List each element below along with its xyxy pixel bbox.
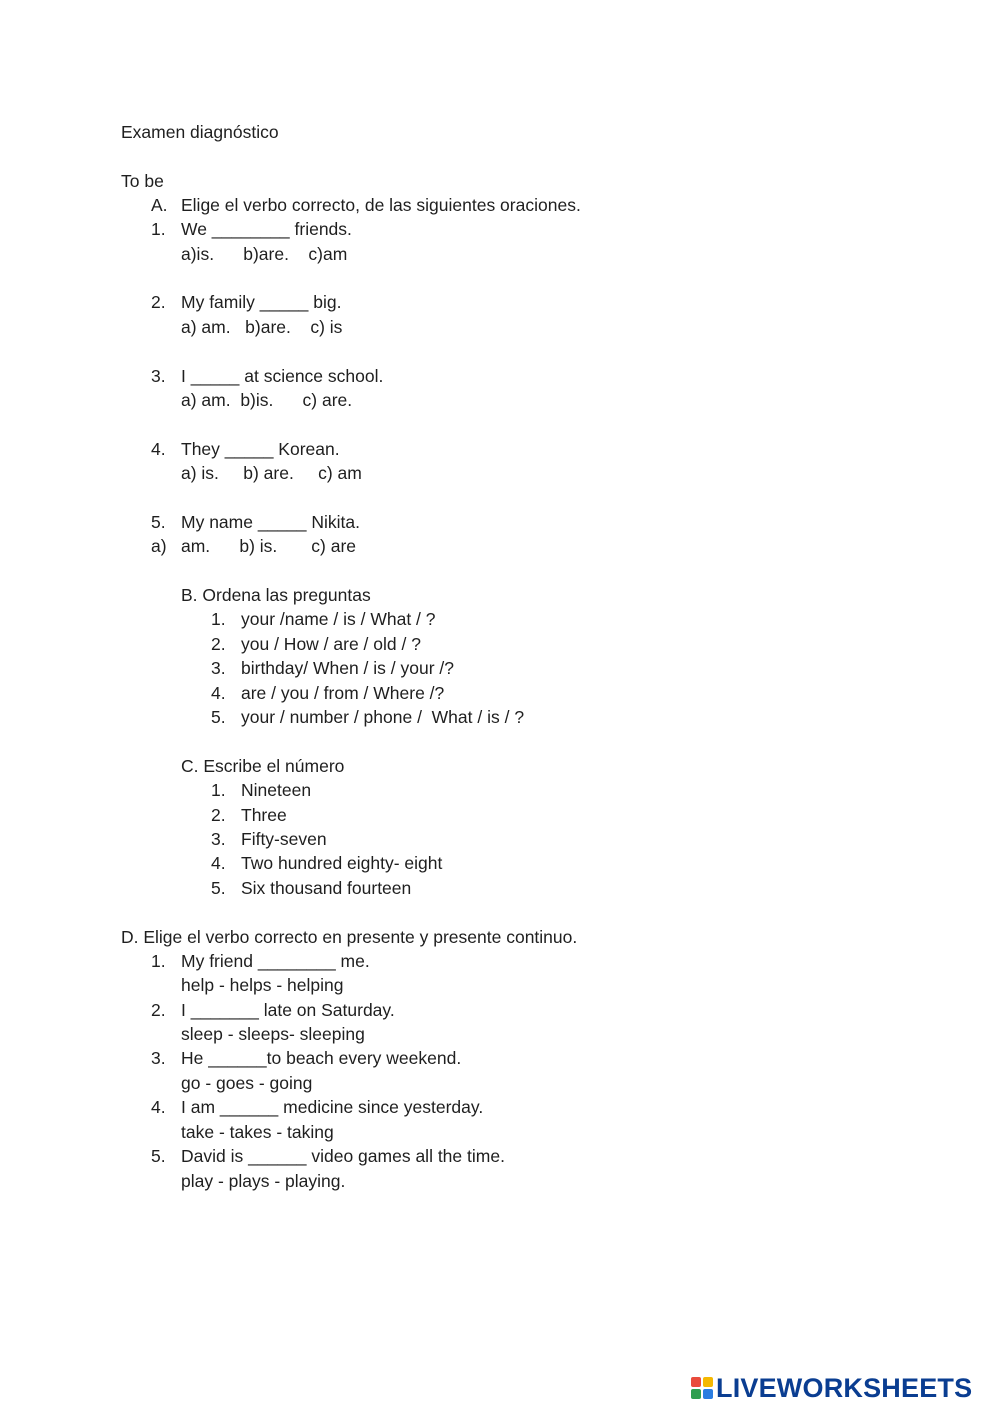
part-b-item-3-text: birthday/ When / is / your /? (241, 658, 455, 678)
part-a-item-2-options: a) am. b)are. c) is (181, 317, 343, 337)
part-b-item-5-number: 5. (211, 707, 226, 727)
part-c-item-3-number: 3. (211, 829, 226, 849)
part-b-item-4-text: are / you / from / Where /? (241, 683, 445, 703)
part-d-item-3-options: go - goes - going (181, 1073, 313, 1093)
part-c-item-4-number: 4. (211, 853, 226, 873)
part-d-item-5-sentence: David is ______ video games all the time. (181, 1146, 505, 1166)
part-c-item-5-number: 5. (211, 878, 226, 898)
part-a-item-1-sentence: We ________ friends. (181, 219, 352, 239)
part-b-item-2-number: 2. (211, 634, 226, 654)
part-d-item-5-number: 5. (151, 1146, 166, 1166)
part-d-heading: D. Elige el verbo correcto en presente y presente continuo. (121, 927, 578, 947)
liveworksheets-logo-icon (691, 1377, 713, 1399)
part-a-item-5-options: am. b) is. c) are (181, 536, 357, 556)
part-c-item-1-text: Nineteen (241, 780, 312, 800)
part-b-item-1-text: your /name / is / What / ? (241, 609, 436, 629)
part-a-item-5-number: 5. (151, 512, 166, 532)
part-d-item-2-sentence: I _______ late on Saturday. (181, 1000, 395, 1020)
part-d-item-2-number: 2. (151, 1000, 166, 1020)
part-d-item-4-number: 4. (151, 1097, 166, 1117)
part-a-item-2-number: 2. (151, 292, 166, 312)
part-c-item-4-text: Two hundred eighty- eight (241, 853, 443, 873)
part-c-item-1-number: 1. (211, 780, 226, 800)
part-a-marker: A. (151, 195, 168, 215)
part-c-item-3-text: Fifty-seven (241, 829, 327, 849)
part-a-item-3-sentence: I _____ at science school. (181, 366, 384, 386)
part-c-item-2-text: Three (241, 805, 287, 825)
part-d-item-1-number: 1. (151, 951, 166, 971)
part-a-item-4-sentence: They _____ Korean. (181, 439, 340, 459)
part-a-item-1-number: 1. (151, 219, 166, 239)
part-c-heading: C. Escribe el número (181, 756, 345, 776)
part-a-item-1-options: a)is. b)are. c)am (181, 244, 348, 264)
document-title: Examen diagnóstico (121, 122, 279, 142)
part-d-item-1-sentence: My friend ________ me. (181, 951, 370, 971)
part-b-item-3-number: 3. (211, 658, 226, 678)
part-d-item-2-options: sleep - sleeps- sleeping (181, 1024, 365, 1044)
part-d-item-1-options: help - helps - helping (181, 975, 344, 995)
liveworksheets-logo-text: LIVEWORKSHEETS (716, 1373, 973, 1403)
part-b-item-5-text: your / number / phone / What / is / ? (241, 707, 525, 727)
part-c-item-5-text: Six thousand fourteen (241, 878, 412, 898)
part-d-item-5-options: play - plays - playing. (181, 1171, 346, 1191)
part-a-item-2-sentence: My family _____ big. (181, 292, 342, 312)
part-b-item-4-number: 4. (211, 683, 226, 703)
part-d-item-3-number: 3. (151, 1048, 166, 1068)
part-a-item-5-sentence: My name _____ Nikita. (181, 512, 360, 532)
part-b-item-1-number: 1. (211, 609, 226, 629)
part-a-instruction: Elige el verbo correcto, de las siguientes oraciones. (181, 195, 581, 215)
part-d-item-4-sentence: I am ______ medicine since yesterday. (181, 1097, 484, 1117)
liveworksheets-logo[interactable] (691, 1374, 972, 1402)
part-c-item-2-number: 2. (211, 805, 226, 825)
part-a-item-3-options: a) am. b)is. c) are. (181, 390, 353, 410)
part-b-heading: B. Ordena las preguntas (181, 585, 371, 605)
section-heading-to-be: To be (121, 171, 164, 191)
part-b-item-2-text: you / How / are / old / ? (241, 634, 421, 654)
part-d-item-4-options: take - takes - taking (181, 1122, 334, 1142)
part-a-item-3-number: 3. (151, 366, 166, 386)
part-a-item-5-options-marker: a) (151, 536, 167, 556)
part-a-item-4-number: 4. (151, 439, 166, 459)
part-a-item-4-options: a) is. b) are. c) am (181, 463, 362, 483)
part-d-item-3-sentence: He ______to beach every weekend. (181, 1048, 462, 1068)
